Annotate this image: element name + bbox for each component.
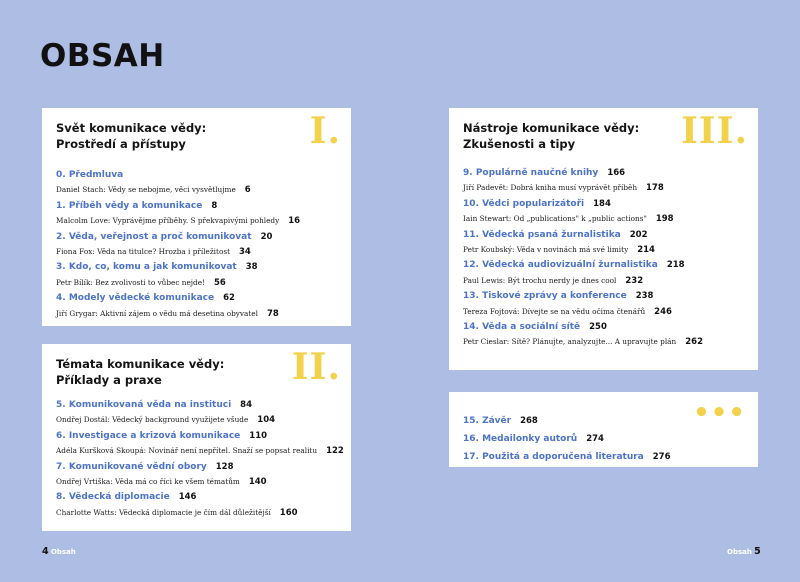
- page-number: 5: [754, 546, 761, 557]
- essay-title: Petr Cieslar: Sítě? Plánujte, analyzujte... A upravujte plán: [463, 337, 677, 347]
- chapter-title: 5. Komunikovaná věda na instituci: [56, 400, 232, 410]
- section-card-2: [42, 344, 351, 531]
- chapter-title: 7. Komunikované vědní obory: [56, 461, 207, 472]
- page-number: 16: [288, 216, 301, 227]
- section-title: [463, 120, 639, 152]
- toc-entries: [56, 162, 301, 319]
- page-number: 202: [629, 229, 648, 240]
- toc-chapter-entry: [56, 454, 344, 472]
- page-number: 178: [646, 183, 664, 194]
- toc-entries: [463, 408, 671, 462]
- page-number: 146: [178, 492, 197, 503]
- page-number: 184: [593, 198, 611, 209]
- chapter-title: 2. Věda, veřejnost a proč komunikovat: [56, 231, 252, 242]
- page-number: 20: [260, 231, 273, 242]
- toc-chapter-entry: [56, 162, 300, 180]
- chapter-title: 17. Použitá a doporučená literatura: [463, 452, 644, 462]
- page-number: 262: [685, 337, 703, 348]
- section-numeral: III.: [680, 110, 748, 152]
- essay-title: Jiří Padevět: Dobrá kniha musí vyprávět příběh: [463, 183, 638, 193]
- page-number: 276: [652, 452, 671, 462]
- toc-essay-entry: [56, 438, 344, 457]
- section-title-line: Zkušenosti a tipy: [463, 137, 576, 151]
- essay-title: Petr Koubský: Věda v novinách má své limity: [463, 244, 629, 254]
- page-number: 160: [279, 507, 298, 518]
- toc-chapter-entry: [463, 408, 671, 426]
- chapter-title: 0. Předmluva: [56, 170, 124, 180]
- essay-title: Daniel Stach: Vědy se nebojme, věci vysvětlujme: [56, 185, 236, 195]
- page-number: 122: [326, 446, 344, 457]
- ellipsis-icon: •••: [693, 398, 746, 428]
- chapter-title: 12. Vědecká audiovizuální žurnalistika: [463, 260, 658, 271]
- page-number: 4: [42, 546, 49, 557]
- page-title: OBSAH: [40, 38, 165, 74]
- page-number: 104: [257, 415, 276, 426]
- page-number: 84: [240, 400, 253, 410]
- section-card-3: [449, 108, 758, 370]
- page-number: 246: [654, 306, 672, 317]
- section-numeral: II.: [291, 346, 341, 388]
- toc-chapter-entry: [56, 392, 344, 410]
- section-card-1: [42, 108, 351, 326]
- page-number: 268: [520, 416, 538, 426]
- section-title-line: Nástroje komunikace vědy:: [463, 121, 640, 135]
- toc-chapter-entry: [463, 283, 703, 302]
- page-number: 250: [589, 321, 607, 332]
- essay-title: Charlotte Watts: Vědecká diplomacie je čím dál důležitější: [56, 507, 271, 517]
- footer-right: [727, 546, 761, 557]
- chapter-title: 1. Příběh vědy a komunikace: [56, 200, 203, 211]
- page-number: 214: [637, 244, 655, 255]
- essay-title: Ondřej Dostál: Vědecký background využijete všude: [56, 415, 249, 425]
- toc-entries: [56, 392, 344, 518]
- page-number: 198: [655, 214, 674, 225]
- footer-label: Obsah: [50, 548, 76, 556]
- page-number: 62: [223, 293, 235, 304]
- page-number: 218: [666, 260, 685, 271]
- toc-chapter-entry: [56, 193, 300, 211]
- page-number: 38: [245, 262, 258, 273]
- toc-essay-entry: [463, 175, 703, 194]
- page-number: 110: [249, 430, 268, 441]
- chapter-title: 15. Závěr: [463, 416, 512, 426]
- chapter-title: 16. Medailonky autorů: [463, 434, 578, 444]
- toc-essay-entry: [463, 268, 703, 286]
- chapter-title: 14. Věda a sociální sítě: [463, 321, 581, 332]
- toc-essay-entry: [56, 469, 344, 487]
- section-title-line: Příklady a praxe: [56, 373, 162, 387]
- toc-chapter-entry: [463, 444, 671, 462]
- section-title-line: Prostředí a přístupy: [56, 137, 186, 151]
- page-number: 128: [215, 461, 234, 472]
- essay-title: Tereza Fojtová: Dívejte se na vědu očima čtenářů: [463, 306, 646, 316]
- page-number: 274: [586, 434, 604, 444]
- section-card-4: [449, 392, 758, 467]
- page-number: 56: [213, 277, 226, 288]
- toc-essay-entry: [56, 407, 344, 426]
- toc-chapter-entry: [463, 191, 703, 209]
- page-number: 140: [248, 476, 267, 487]
- page-number: 78: [266, 308, 279, 319]
- toc-essay-entry: [463, 299, 703, 317]
- toc-chapter-entry: [56, 484, 344, 503]
- toc-essay-entry: [463, 237, 703, 255]
- toc-entries: [463, 160, 703, 348]
- essay-title: Petr Bílík: Bez zvolivosti to vůbec nejde!: [56, 277, 205, 287]
- page-number: 34: [239, 246, 251, 257]
- toc-essay-entry: [463, 329, 703, 348]
- page-number: 238: [635, 291, 654, 302]
- toc-chapter-entry: [463, 160, 703, 178]
- toc-essay-entry: [56, 208, 301, 227]
- essay-title: Paul Lewis: Být trochu nerdy je dnes cool: [463, 275, 617, 285]
- toc-essay-entry: [56, 301, 300, 319]
- toc-chapter-entry: [463, 426, 671, 444]
- toc-essay-entry: [56, 177, 300, 196]
- page-number: 8: [211, 200, 218, 211]
- essay-title: Malcolm Love: Vyprávějme příběhy. S překvapivými pohledy: [56, 216, 280, 226]
- toc-essay-entry: [463, 206, 703, 225]
- section-title: [56, 356, 224, 388]
- toc-chapter-entry: [463, 252, 703, 271]
- page-number: 6: [244, 185, 251, 196]
- toc-essay-entry: [56, 500, 344, 518]
- page-number: 166: [607, 168, 626, 178]
- toc-chapter-entry: [56, 224, 300, 242]
- section-title-line: Témata komunikace vědy:: [56, 357, 225, 371]
- chapter-title: 13. Tiskové zprávy a konference: [463, 291, 627, 302]
- essay-title: Jiří Grygar: Aktivní zájem o vědu má desetina obyvatel: [56, 308, 258, 318]
- chapter-title: 3. Kdo, co, komu a jak komunikovat: [56, 262, 237, 273]
- chapter-title: 8. Vědecká diplomacie: [56, 492, 170, 503]
- section-title-line: Svět komunikace vědy:: [56, 121, 207, 135]
- section-title: [56, 120, 206, 152]
- essay-title: Iain Stewart: Od „publications" k „public actions": [463, 214, 647, 224]
- chapter-title: 11. Vědecká psaná žurnalistika: [463, 229, 621, 240]
- chapter-title: 4. Modely vědecké komunikace: [56, 293, 215, 304]
- toc-essay-entry: [56, 270, 300, 288]
- footer-left: [42, 546, 76, 557]
- essay-title: Ondřej Vrtiška: Věda má co říci ke všem tématům: [56, 476, 240, 486]
- chapter-title: 9. Populárně naučné knihy: [463, 168, 599, 178]
- essay-title: Fiona Fox: Věda na titulce? Hrozba i příležitost: [56, 246, 231, 256]
- page-number: 232: [625, 275, 644, 286]
- toc-chapter-entry: [56, 423, 344, 441]
- chapter-title: 10. Vědci popularizátoři: [463, 198, 585, 209]
- toc-chapter-entry: [56, 254, 300, 273]
- section-numeral: I.: [309, 110, 341, 152]
- chapter-title: 6. Investigace a krizová komunikace: [56, 430, 241, 441]
- toc-chapter-entry: [56, 285, 300, 304]
- footer-label: Obsah: [727, 548, 752, 556]
- essay-title: Adéla Kuršková Skoupá: Novinář není nepřítel. Snaží se popsat realitu: [56, 446, 318, 456]
